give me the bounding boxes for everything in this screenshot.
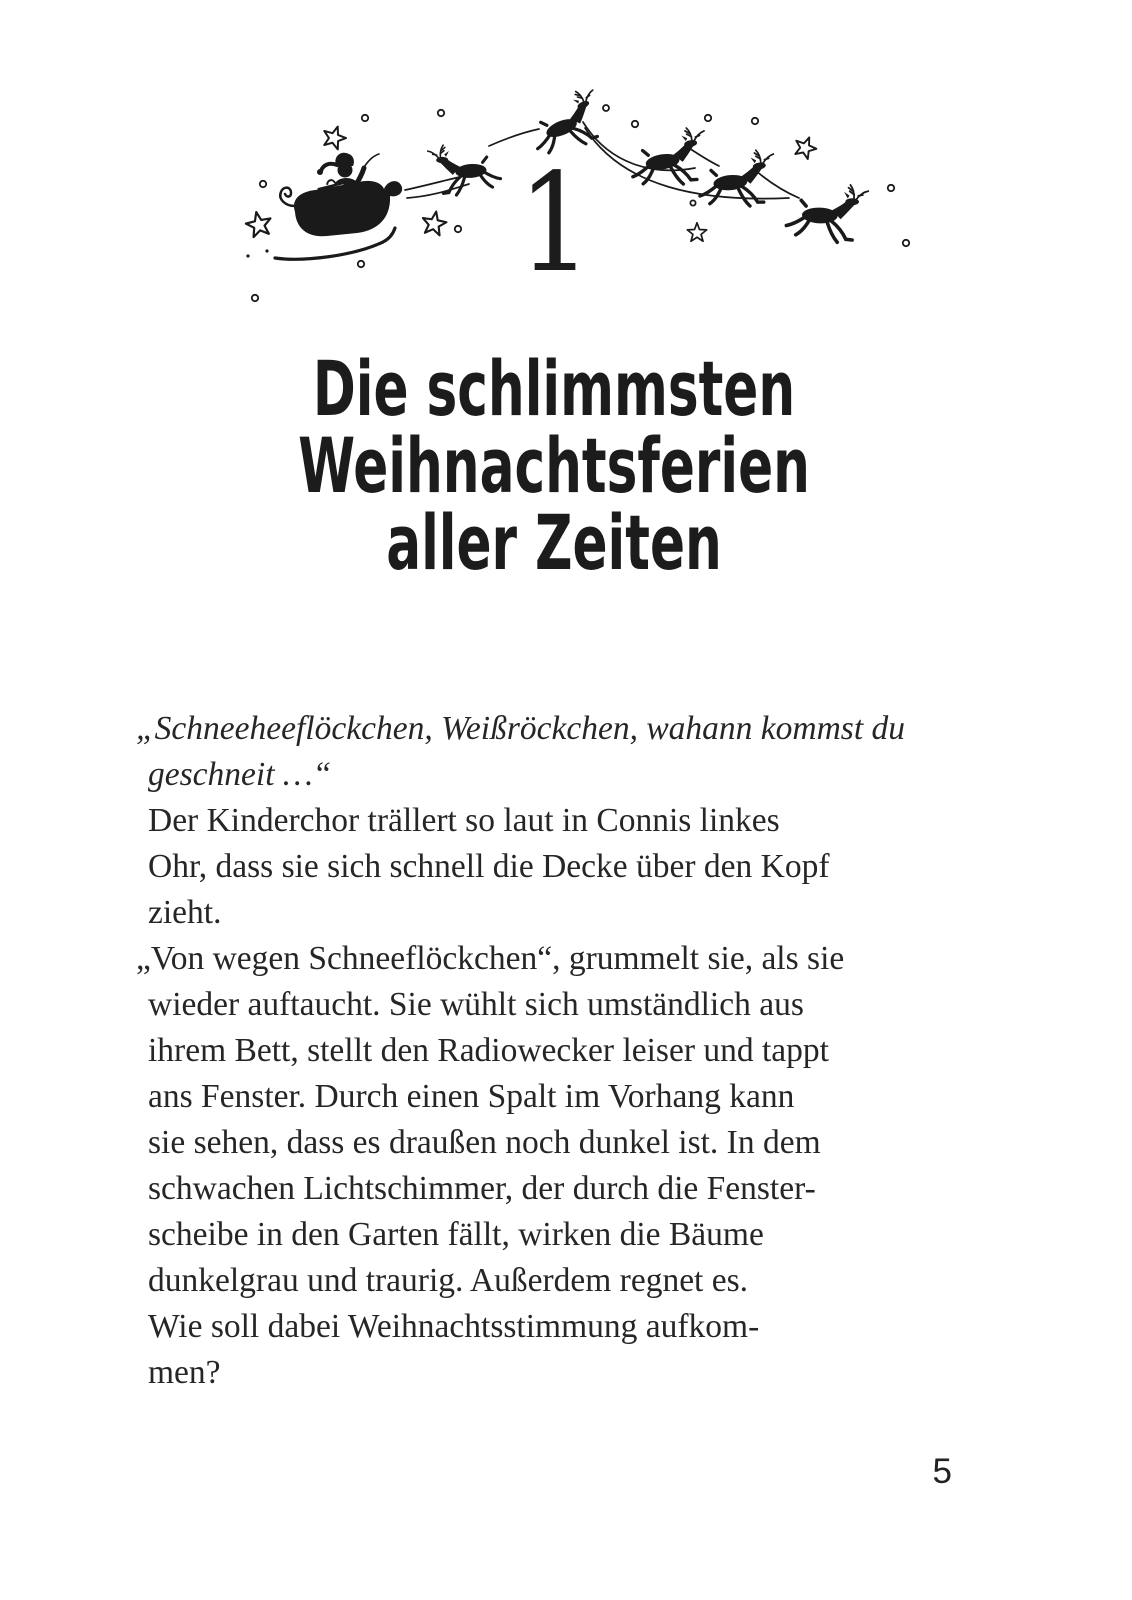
body-text xyxy=(136,706,978,1396)
star-icon xyxy=(320,123,348,151)
body-text-line: schwachen Lichtschimmer, der durch die Fenster- xyxy=(148,1170,816,1207)
reindeer-icon xyxy=(785,171,869,251)
body-text-line: „Schneeheeflöckchen, Weißröckchen, wahann kommst du xyxy=(136,710,906,747)
body-text-line: wieder auftaucht. Sie wühlt sich umständlich aus xyxy=(148,986,804,1023)
body-text-line: sie sehen, dass es draußen noch dunkel ist. In dem xyxy=(148,1124,821,1161)
star-icon xyxy=(420,210,448,237)
body-text-line: Ohr, dass sie sich schnell die Decke über den Kopf xyxy=(148,848,830,885)
reindeer-icon xyxy=(699,143,774,213)
chapter-title-line: Weihnachtsferien xyxy=(298,421,810,510)
body-text-line: scheibe in den Garten fällt, wirken die Bäume xyxy=(148,1216,764,1253)
chapter-number: 1 xyxy=(518,143,592,303)
star-icon xyxy=(687,223,706,241)
body-text-line: zieht. xyxy=(148,894,222,931)
sleigh-bowl xyxy=(294,181,402,236)
sleigh-back-curl xyxy=(280,188,295,206)
body-text-line: dunkelgrau und traurig. Außerdem regnet es. xyxy=(148,1262,749,1299)
reindeer-icon xyxy=(632,123,704,190)
body-text-line: ans Fenster. Durch einen Spalt im Vorhang kann xyxy=(148,1078,795,1115)
santa-sleigh-icon xyxy=(275,153,402,259)
body-text-line: „Von wegen Schneeflöckchen“, grummelt sie, als sie xyxy=(136,940,845,977)
body-text-line: Wie soll dabei Weihnachtsstimmung aufkom- xyxy=(148,1308,760,1345)
body-text-line: geschneit …“ xyxy=(148,756,332,793)
page-number: 5 xyxy=(932,1452,952,1491)
star-icon xyxy=(792,133,820,160)
chapter-title-line: Die schlimmsten xyxy=(312,344,796,433)
santa-sleigh-illustration xyxy=(233,86,915,316)
star-icon xyxy=(244,209,273,238)
body-text-line: men? xyxy=(148,1354,221,1391)
santa-whip xyxy=(364,154,379,167)
body-text-line: Der Kinderchor trällert so laut in Connis linkes xyxy=(148,802,780,839)
chapter-title-line: aller Zeiten xyxy=(386,498,722,587)
chapter-title xyxy=(278,344,830,587)
body-text-line: ihrem Bett, stellt den Radiowecker leiser und tappt xyxy=(148,1032,829,1069)
